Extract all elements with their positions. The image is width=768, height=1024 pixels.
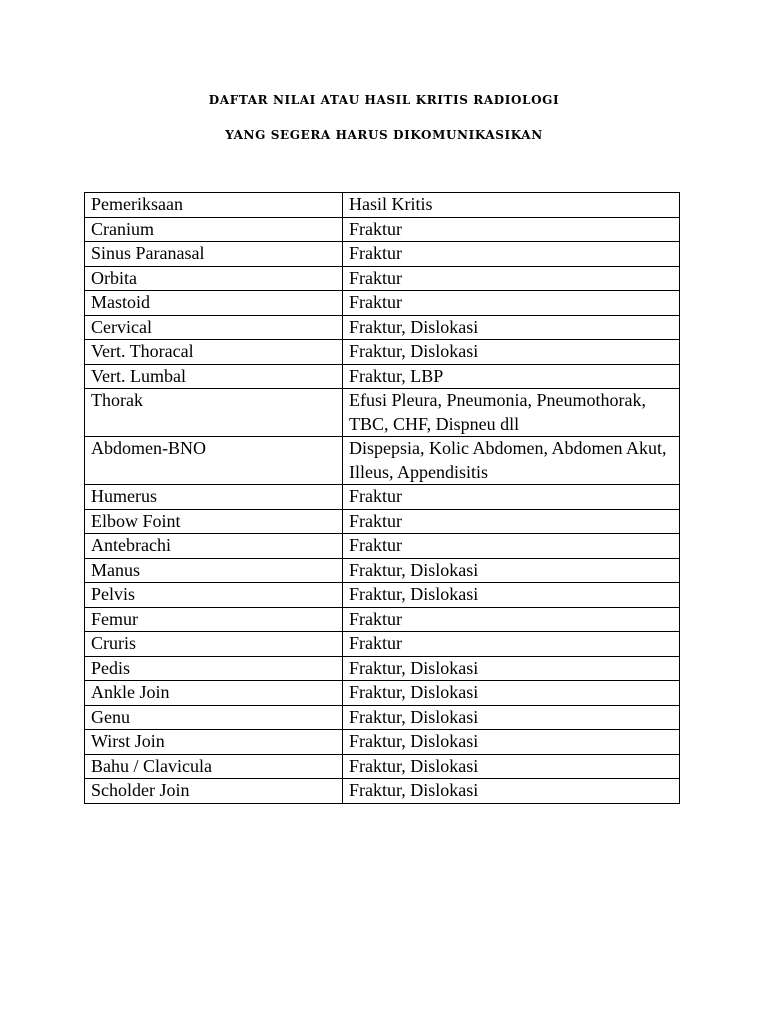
- table-row: [85, 583, 680, 608]
- table-row: [85, 364, 680, 389]
- cell-pemeriksaan: Humerus: [85, 485, 343, 510]
- cell-pemeriksaan: Mastoid: [85, 291, 343, 316]
- cell-pemeriksaan: Manus: [85, 558, 343, 583]
- cell-hasil-kritis: Fraktur, LBP: [343, 364, 680, 389]
- critical-results-table: [84, 192, 680, 804]
- table-row: [85, 681, 680, 706]
- cell-hasil-kritis: Fraktur, Dislokasi: [343, 681, 680, 706]
- cell-pemeriksaan: Cervical: [85, 315, 343, 340]
- cell-pemeriksaan: Bahu / Clavicula: [85, 754, 343, 779]
- cell-pemeriksaan: Antebrachi: [85, 534, 343, 559]
- document-title-line-2: YANG SEGERA HARUS DIKOMUNIKASIKAN: [225, 128, 543, 142]
- cell-hasil-kritis: Fraktur: [343, 509, 680, 534]
- table-row: [85, 509, 680, 534]
- cell-pemeriksaan: Pedis: [85, 656, 343, 681]
- table-row: [85, 217, 680, 242]
- cell-pemeriksaan: Wirst Join: [85, 730, 343, 755]
- cell-hasil-kritis: Fraktur: [343, 266, 680, 291]
- cell-hasil-kritis: Fraktur: [343, 534, 680, 559]
- cell-hasil-kritis: Fraktur: [343, 217, 680, 242]
- table-row: [85, 242, 680, 267]
- column-header-hasil-kritis: Hasil Kritis: [343, 193, 680, 218]
- table-row: [85, 315, 680, 340]
- cell-hasil-kritis: Fraktur, Dislokasi: [343, 705, 680, 730]
- cell-hasil-kritis: Fraktur, Dislokasi: [343, 340, 680, 365]
- cell-hasil-kritis: Fraktur, Dislokasi: [343, 656, 680, 681]
- table-row: [85, 534, 680, 559]
- table-row: [85, 485, 680, 510]
- cell-hasil-kritis: Fraktur, Dislokasi: [343, 583, 680, 608]
- cell-pemeriksaan: Vert. Thoracal: [85, 340, 343, 365]
- cell-pemeriksaan: Sinus Paranasal: [85, 242, 343, 267]
- cell-hasil-kritis: Fraktur, Dislokasi: [343, 315, 680, 340]
- document-title-line-1: DAFTAR NILAI ATAU HASIL KRITIS RADIOLOGI: [208, 93, 560, 107]
- cell-pemeriksaan: Ankle Join: [85, 681, 343, 706]
- cell-pemeriksaan: Thorak: [85, 389, 343, 437]
- cell-pemeriksaan: Pelvis: [85, 583, 343, 608]
- table-row: [85, 656, 680, 681]
- table-row: [85, 340, 680, 365]
- table-row: [85, 389, 680, 437]
- cell-pemeriksaan: Abdomen-BNO: [85, 437, 343, 485]
- cell-hasil-kritis: Fraktur, Dislokasi: [343, 779, 680, 804]
- table-row: [85, 779, 680, 804]
- table-row: [85, 437, 680, 485]
- cell-pemeriksaan: Cranium: [85, 217, 343, 242]
- cell-pemeriksaan: Genu: [85, 705, 343, 730]
- cell-pemeriksaan: Scholder Join: [85, 779, 343, 804]
- table-row: [85, 291, 680, 316]
- cell-hasil-kritis: Fraktur: [343, 242, 680, 267]
- table-row: [85, 730, 680, 755]
- cell-hasil-kritis: Fraktur, Dislokasi: [343, 730, 680, 755]
- cell-pemeriksaan: Elbow Foint: [85, 509, 343, 534]
- cell-hasil-kritis: Fraktur, Dislokasi: [343, 754, 680, 779]
- cell-hasil-kritis: Dispepsia, Kolic Abdomen, Abdomen Akut, Illeus, Appendisitis: [343, 437, 680, 485]
- table-row: [85, 632, 680, 657]
- table-row: [85, 705, 680, 730]
- cell-pemeriksaan: Cruris: [85, 632, 343, 657]
- cell-hasil-kritis: Fraktur, Dislokasi: [343, 558, 680, 583]
- column-header-pemeriksaan: Pemeriksaan: [85, 193, 343, 218]
- table-row: [85, 754, 680, 779]
- table-header-row: [85, 193, 680, 218]
- cell-hasil-kritis: Fraktur: [343, 291, 680, 316]
- cell-hasil-kritis: Fraktur: [343, 485, 680, 510]
- table-row: [85, 558, 680, 583]
- table-row: [85, 266, 680, 291]
- cell-pemeriksaan: Femur: [85, 607, 343, 632]
- table-row: [85, 607, 680, 632]
- cell-hasil-kritis: Efusi Pleura, Pneumonia, Pneumothorak, TBC, CHF, Dispneu dll: [343, 389, 680, 437]
- cell-hasil-kritis: Fraktur: [343, 632, 680, 657]
- cell-hasil-kritis: Fraktur: [343, 607, 680, 632]
- cell-pemeriksaan: Orbita: [85, 266, 343, 291]
- cell-pemeriksaan: Vert. Lumbal: [85, 364, 343, 389]
